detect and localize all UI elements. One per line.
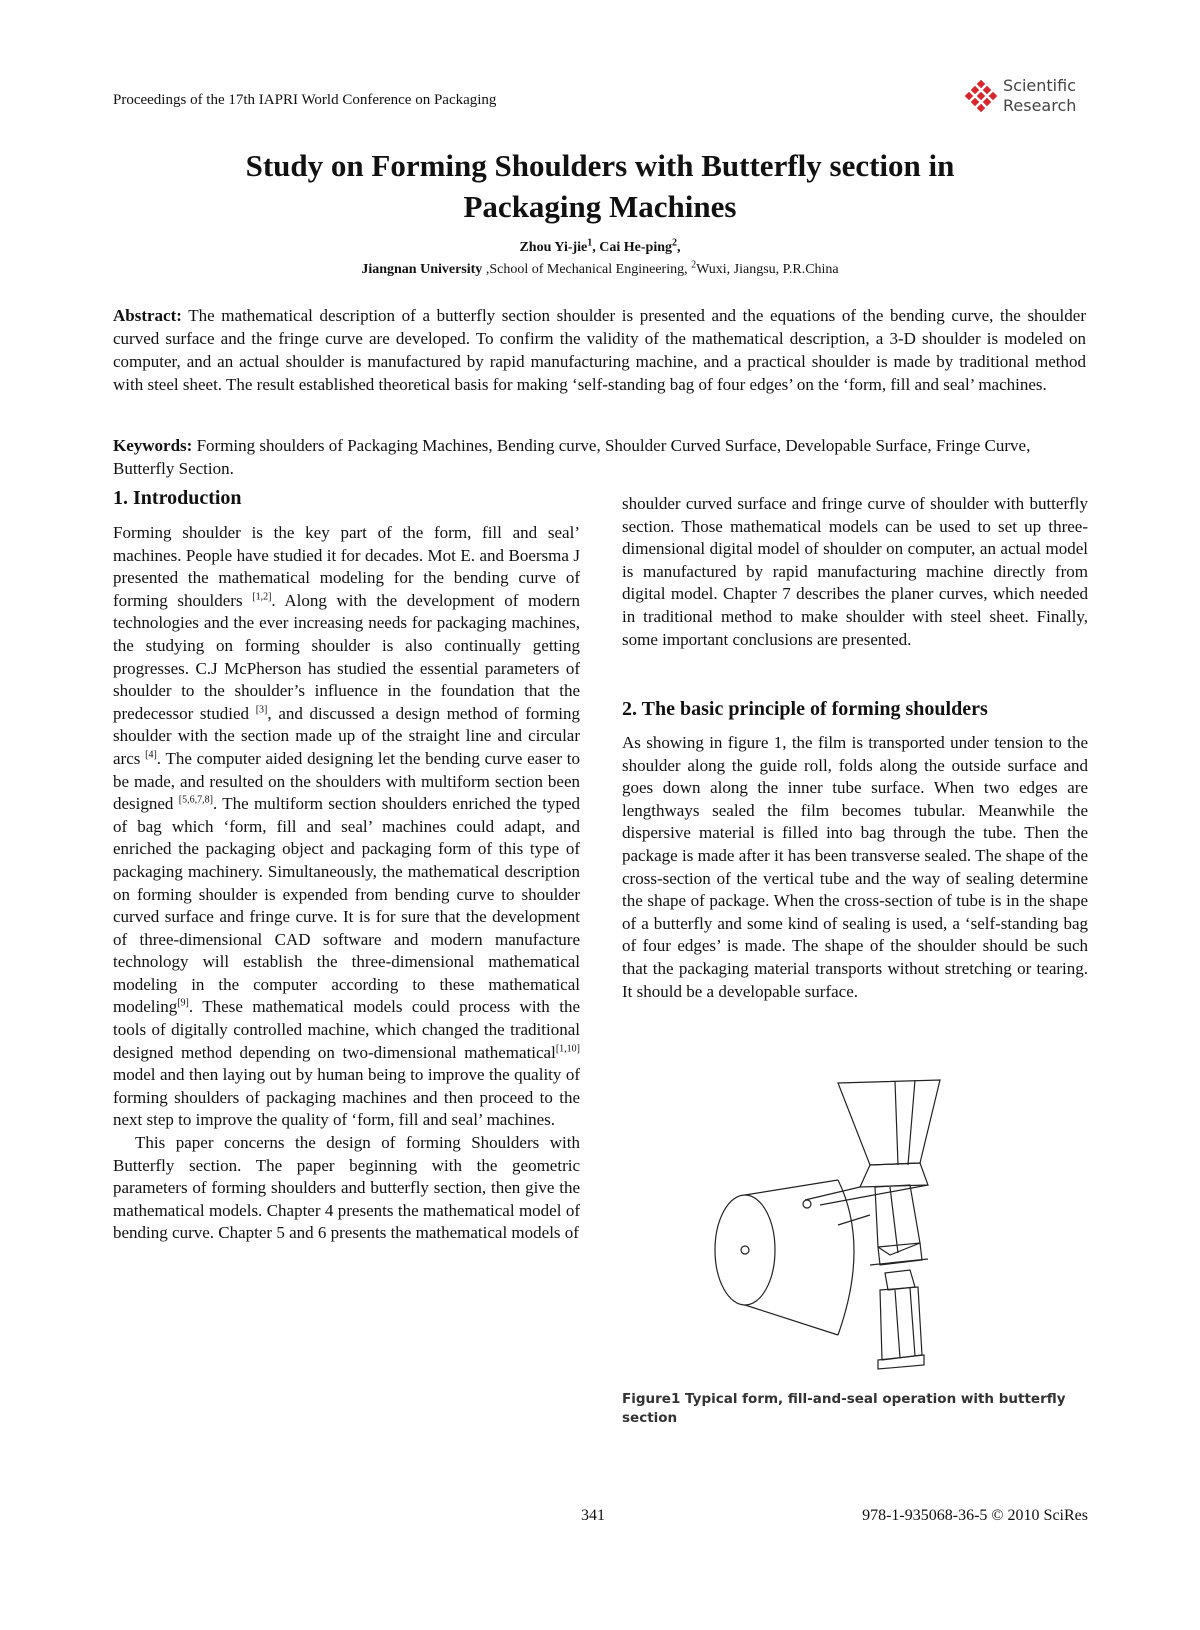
intro-text-2: . Along with the development of modern technologies and the ever increasing needs for packaging machines, the studying on forming shoulder is also continually getting progresses. C.J McPherson has studied the essential parameters of shoulder to the shoulder’s influence in the foundation that the predecessor studied bbox=[113, 590, 580, 723]
intro-text-7: model and then laying out by human being to improve the quality of forming shoulders of packaging machines and then proceed to the next step to improve the quality of ‘form, fill and seal’ machines. bbox=[113, 1065, 580, 1130]
authors-trail: , bbox=[677, 240, 681, 255]
authors: Zhou Yi-jie$^1$, Cai He-ping$^2$, bbox=[519, 237, 681, 255]
affiliation-school: ,School of Mechanical Engineering, bbox=[482, 262, 692, 277]
affiliation bbox=[100, 259, 1100, 278]
film-web bbox=[838, 1215, 870, 1225]
film-line bbox=[805, 1187, 860, 1200]
section-2-text: As showing in figure 1, the film is transported under tension to the shoulder along the guide roll, folds along the outside surface and goes down along the inner tube surface. When two edges are lengthways sealed the film becomes tubular. Meanwhile the dispersive material is filled into bag through the tube. Then the package is made after it has been transverse sealed. The shape of the cross-section of the vertical tube and the way of sealing determine the shape of package. When the cross-section of tube is in the shape of a butterfly and some kind of sealing is used, a ‘self-standing bag of four edges’ is made. The shape of the shoulder should be such that the packaging material transports without stretching or tearing. It should be a developable surface. bbox=[622, 733, 1088, 1001]
publisher-line-2: Research bbox=[1003, 96, 1077, 115]
paper-title bbox=[100, 145, 1100, 227]
film-roll-bottom bbox=[745, 1305, 838, 1335]
affiliation-city: Wuxi, Jiangsu, P.R.China bbox=[696, 262, 839, 277]
section-2-heading: 2. The basic principle of forming shoulders bbox=[622, 698, 988, 720]
author-1-affil-mark: 1 bbox=[587, 237, 593, 249]
hopper-edge bbox=[908, 1080, 915, 1165]
intro-paragraph-2-continued: shoulder curved surface and fringe curve of shoulder with butterfly section. Those mathematical models can be used to set up three-dimensional digital model of shoulder on computer, an actual model is manufactured by rapid manufacturing machine directly from digital model. Chapter 7 describes the planer curves, which needed in traditional method to make shoulder with steel sheet. Finally, some important conclusions are presented. bbox=[622, 494, 1088, 649]
abstract bbox=[113, 304, 1086, 396]
affiliation-mark: 2 bbox=[691, 259, 697, 271]
section-2-paragraph bbox=[622, 732, 1088, 1003]
intro-paragraph-1 bbox=[113, 522, 580, 1132]
publisher-logo-block bbox=[963, 74, 1093, 122]
section-1-heading: 1. Introduction bbox=[113, 487, 242, 509]
keywords bbox=[113, 434, 1086, 480]
figure-1-caption: Figure1 Typical form, fill-and-seal operation with butterfly section bbox=[622, 1391, 1066, 1426]
citation: [4] bbox=[145, 749, 157, 761]
hopper-edge bbox=[895, 1081, 898, 1165]
right-column-continuation bbox=[622, 493, 1088, 651]
guide-roll bbox=[803, 1200, 811, 1208]
sealing-bar bbox=[870, 1259, 928, 1265]
film-roll-core bbox=[741, 1246, 749, 1254]
intro-paragraph-2: This paper concerns the design of forming Shoulders with Butterfly section. The paper beginning with the geometric parameters of forming shoulders and butterfly section, then give the mathematical models. Chapter 4 presents the mathematical model of bending curve. Chapter 5 and 6 presents the mathematical models of bbox=[113, 1133, 580, 1243]
left-column bbox=[113, 522, 580, 1245]
author-2: Cai He-ping bbox=[599, 240, 673, 255]
film-roll-end bbox=[715, 1195, 775, 1305]
title-line-2: Packaging Machines bbox=[463, 189, 737, 224]
isbn-copyright: 978-1-935068-36-5 © 2010 SciRes bbox=[862, 1507, 1088, 1524]
publisher-name bbox=[1003, 76, 1076, 116]
author-2-affil-mark: 2 bbox=[672, 237, 678, 249]
abstract-text: The mathematical description of a butterfly section shoulder is presented and the equations of the bending curve, the shoulder curved surface and the fringe curve are developed. To confirm the validity of the mathematical description, a 3-D shoulder is modeled on computer, and an actual shoulder is manufactured by rapid manufacturing machine, and a practical shoulder is made by traditional method with steel sheet. The result established theoretical basis for making ‘self-standing bag of four edges’ on the ‘form, fill and seal’ machines. bbox=[113, 306, 1086, 394]
figure-1-ffs-machine-drawing bbox=[710, 1075, 1040, 1375]
keywords-label: Keywords: bbox=[113, 436, 193, 455]
bag-body bbox=[880, 1287, 922, 1360]
bag-fold bbox=[895, 1290, 900, 1358]
running-head: Proceedings of the 17th IAPRI World Conference on Packaging bbox=[113, 92, 497, 108]
intro-text-1: Forming shoulder is the key part of the form, fill and seal’ machines. People have studied it for decades. Mot E. and Boersma J presented the mathematical modeling for the bending curve of forming shoulders bbox=[113, 523, 580, 610]
title-line-1: Study on Forming Shoulders with Butterfly section in bbox=[245, 148, 955, 183]
hopper bbox=[838, 1080, 940, 1165]
intro-text-5: . The multiform section shoulders enriched the typed of bag which ‘form, fill and seal’ machines could adapt, and enriched the packaging object and packaging form of this type of packaging machinery. Simultaneously, the mathematical description on forming shoulder is expended from bending curve to shoulder curved surface and fringe curve. It is for sure that the development of three-dimensional CAD software and modern manufacture technology will establish the three-dimensional mathematical modeling in the computer according to these mathematical modeling bbox=[113, 794, 581, 1017]
citation: [9] bbox=[177, 997, 189, 1009]
bag-bottom-seal bbox=[878, 1355, 924, 1369]
tube-seam bbox=[890, 1187, 898, 1253]
film-roll-far-end bbox=[838, 1180, 854, 1335]
citation: [3] bbox=[255, 704, 268, 716]
intro-text-4: . The computer aided designing let the bending curve easer to be made, and resulted on the shoulders with multiform section been designed bbox=[113, 748, 580, 814]
author-1: Zhou Yi-jie bbox=[519, 240, 588, 255]
intro-text-6: . These mathematical models could process with the tools of digitally controlled machine, which changed the traditional designed method depending on two-dimensional mathematical bbox=[113, 997, 580, 1062]
abstract-label: Abstract: bbox=[113, 306, 182, 325]
scientific-research-diamond-logo-icon bbox=[963, 80, 999, 116]
film-roll-top bbox=[745, 1180, 838, 1195]
affiliation-university: Jiangnan University bbox=[361, 262, 483, 277]
keywords-text: Forming shoulders of Packaging Machines, Bending curve, Shoulder Curved Surface, Developable Surface, Fringe Curve, Butterfly Section. bbox=[113, 436, 1031, 478]
page-number: 341 bbox=[581, 1507, 605, 1524]
intro-text-3: , and discussed a design method of forming shoulder with the section made up of the straight line and circular arcs bbox=[113, 703, 580, 768]
publisher-line-1: Scientific bbox=[1003, 76, 1076, 95]
citation: [1,10] bbox=[555, 1043, 580, 1054]
bag-fold bbox=[910, 1288, 915, 1356]
citation: [5,6,7,8] bbox=[178, 794, 213, 806]
citation: [1,2] bbox=[252, 591, 272, 603]
forming-shoulder bbox=[860, 1163, 928, 1187]
